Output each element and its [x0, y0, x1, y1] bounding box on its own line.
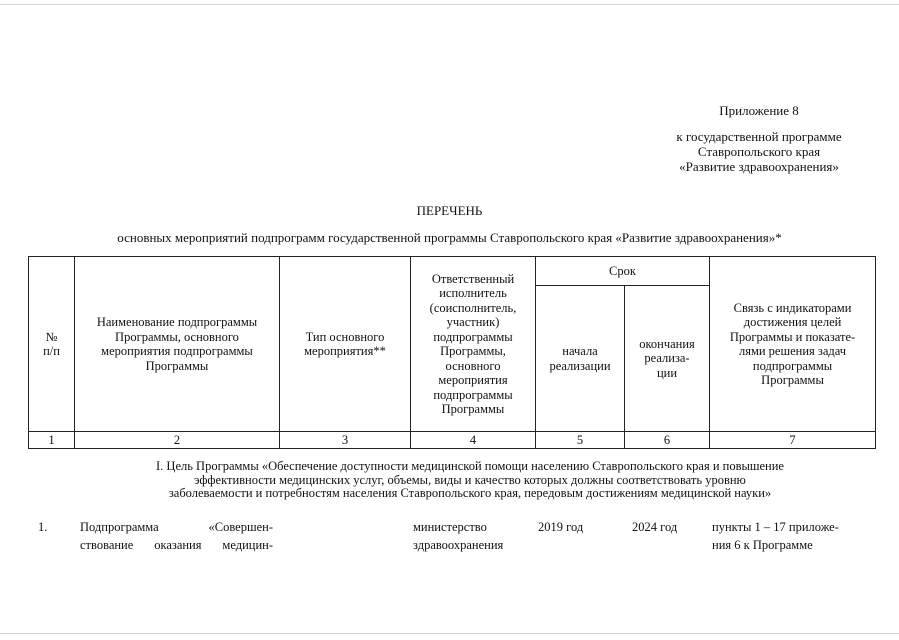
header-type: Тип основного мероприятия** [280, 257, 411, 432]
appendix-line-2: Ставропольского края [697, 144, 821, 159]
scan-line-top [0, 4, 899, 5]
appendix-block [649, 103, 869, 174]
goal-line-2: эффективности медицинских услуг, объемы, виды и качество которых должны соответствовать уровню [194, 472, 746, 487]
header-end: окончания реализа- ции [625, 286, 710, 432]
row-end: 2024 год [632, 520, 678, 534]
appendix-title: Приложение 8 [719, 103, 799, 118]
document-title: ПЕРЕЧЕНЬ [416, 203, 483, 218]
goal-line-1: I. Цель Программы «Обеспечение доступности медицинской помощи населению Ставропольского края и повышение [156, 459, 784, 473]
header-start: начала реализации [536, 286, 625, 432]
scan-line-bottom [0, 633, 899, 634]
measures-table [28, 256, 876, 449]
row-number: 1. [38, 520, 48, 534]
appendix-line-3: «Развитие здравоохранения» [679, 159, 839, 174]
row-executor: министерство здравоохранения [413, 520, 504, 552]
col-number-5: 5 [536, 432, 625, 449]
header-term: Срок [536, 257, 710, 286]
row-link: пункты 1 – 17 приложе- ния 6 к Программе [712, 520, 839, 552]
goal-line-3: заболеваемости и потребностям населения Ставропольского края, передовым достижениям медицинской науки» [168, 486, 772, 500]
header-link: Связь с индикаторами достижения целей Программы и показате- лями решения задач подпрограммы Программы [710, 257, 876, 432]
appendix-line-1: к государственной программе [676, 129, 842, 144]
row-name: Подпрограмма «Совершен- ствование оказания медицин- [80, 520, 273, 552]
col-number-7: 7 [710, 432, 876, 449]
row-start: 2019 год [538, 520, 584, 534]
col-number-2: 2 [75, 432, 280, 449]
header-num: № п/п [29, 257, 75, 432]
col-number-6: 6 [625, 432, 710, 449]
document-subtitle: основных мероприятий подпрограмм государственной программы Ставропольского края «Развитие здравоохранения»* [117, 230, 782, 245]
col-number-3: 3 [280, 432, 411, 449]
header-name: Наименование подпрограммы Программы, основного мероприятия подпрограммы Программы [75, 257, 280, 432]
header-executor: Ответственный исполнитель (соисполнитель, участник) подпрограммы Программы, основного мероприятия подпрограммы Программы [411, 257, 536, 432]
col-number-4: 4 [411, 432, 536, 449]
col-number-1: 1 [29, 432, 75, 449]
program-goal [60, 460, 880, 501]
